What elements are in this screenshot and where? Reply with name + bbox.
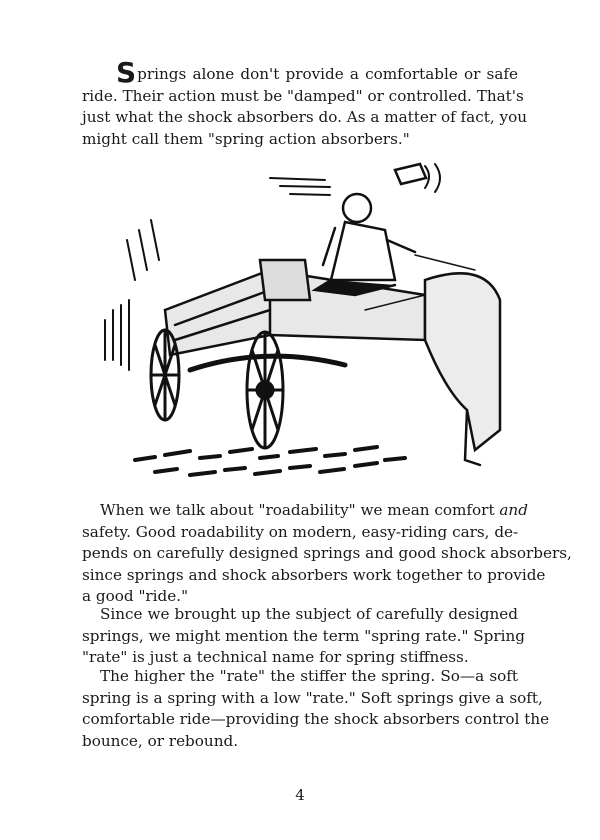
page-number: 4	[295, 786, 305, 804]
wagon-illustration	[95, 160, 505, 490]
text-line: just what the shock absorbers do. As a matter of fact, you	[82, 108, 528, 127]
text-line: a good "ride."	[82, 587, 189, 606]
driver-figure	[315, 164, 426, 295]
text-line: "rate" is just a technical name for spring stiffness.	[82, 648, 469, 667]
emphasis-text: and	[499, 501, 528, 519]
wagon-wheel-front	[247, 332, 283, 448]
text-line: spring is a spring with a low "rate." Soft springs give a soft,	[82, 688, 543, 707]
text-line: since springs and shock absorbers work together to provide	[82, 565, 546, 584]
drop-cap: S	[116, 56, 137, 89]
text-line	[82, 500, 528, 522]
text-line: comfortable ride—providing the shock absorbers control the	[82, 710, 550, 729]
paragraph-spring-rate	[82, 604, 526, 669]
paragraph-soft-springs	[82, 666, 550, 752]
road-surface	[135, 447, 405, 475]
paragraph-roadability	[82, 500, 572, 608]
wagon-wheel-rear	[151, 330, 179, 420]
text-line: Since we brought up the subject of carefully designed	[100, 605, 518, 623]
text-run: prings alone don't provide a comfortable or safe	[137, 65, 518, 83]
text-line: springs, we might mention the term "spring rate." Spring	[82, 626, 526, 645]
paragraph-intro	[82, 56, 528, 150]
text-line: might call them "spring action absorbers."	[82, 129, 410, 148]
text-line: safety. Good roadability on modern, easy-riding cars, de-	[82, 522, 519, 541]
text-line: ride. Their action must be "damped" or controlled. That's	[82, 86, 524, 105]
text-line	[82, 56, 518, 89]
leaf-spring	[190, 356, 345, 370]
text-line: The higher the "rate" the stiffer the spring. So—a soft	[100, 667, 518, 685]
text-line: pends on carefully designed springs and good shock absorbers,	[82, 544, 572, 563]
text-line: bounce, or rebound.	[82, 731, 239, 750]
text-run: When we talk about "roadability" we mean comfort	[100, 501, 500, 519]
